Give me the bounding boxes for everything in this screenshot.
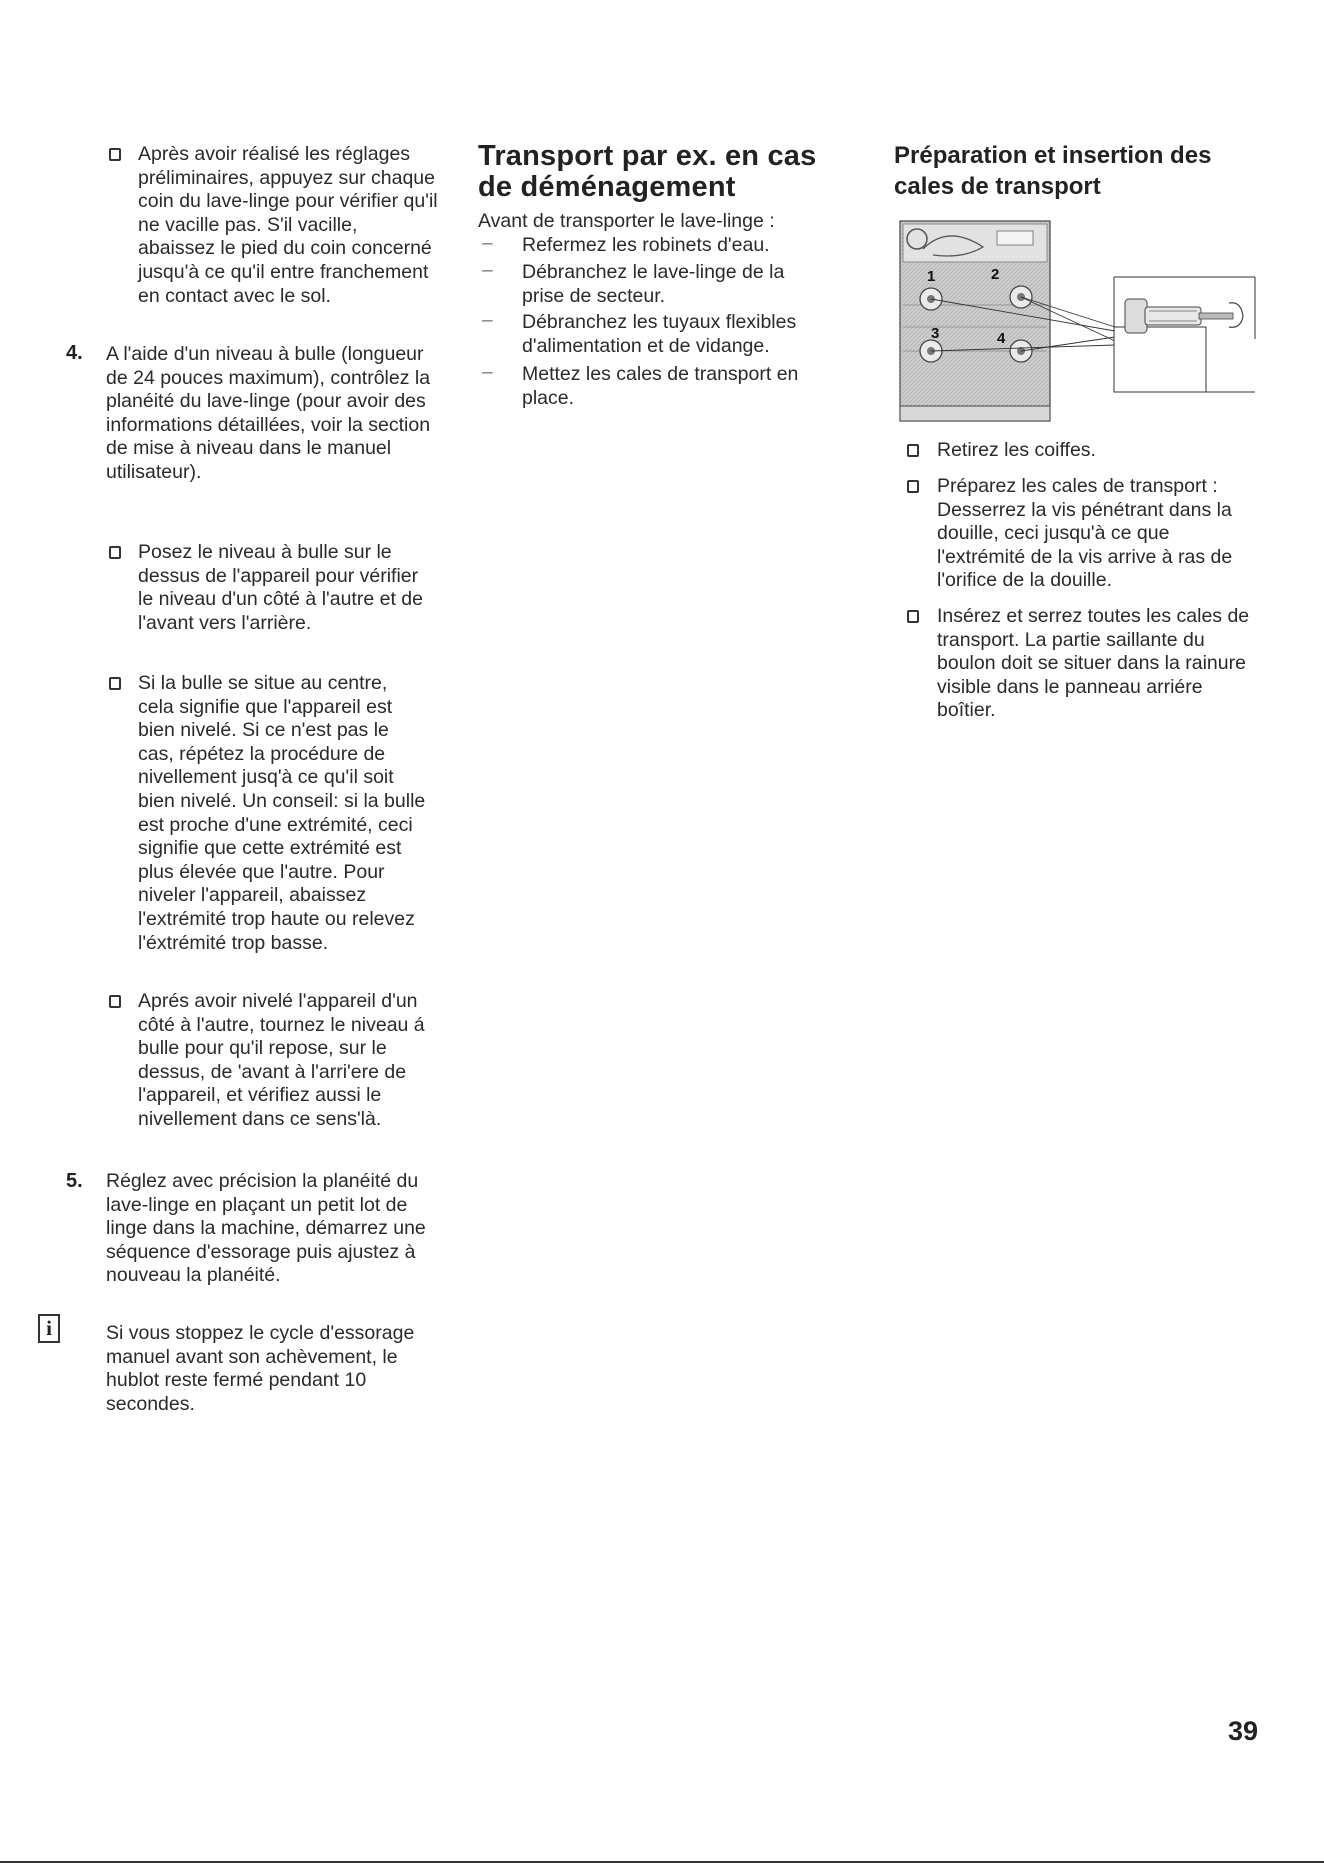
figure-label: 1 (927, 268, 936, 285)
list-item: Débranchez le lave-linge de la prise de secteur. (522, 261, 785, 307)
checklist-text: Retirez les coiffes. (937, 439, 1096, 461)
checklist-text: Si la bulle se situe au centre, cela signifie que l'appareil est bien nivelé. Si ce n'est pas le cas, répétez la procédure de nivellement jusq'à ce qu'il soit bien nivelé. Un conseil: si la bulle est proche d'une extrémité, ceci signifie que cette extrémité est plus élevée que l'autre. Pour niveler l'appareil, abaissez l'extrémité trop haute ou relevez l'éxtrémité trop basse. (138, 672, 426, 954)
dash-bullet: – (482, 362, 493, 383)
intro-text: Avant de transporter le lave-linge : (478, 210, 775, 232)
step-text: Réglez avec précision la planéité du lave-linge en plaçant un petit lot de linge dans la machine, démarrez une séquence d'essorage puis ajustez à nouveau la planéité. (106, 1170, 426, 1287)
checklist-text: Posez le niveau à bulle sur le dessus de l'appareil pour vérifier le niveau d'un côté à l'autre et de l'avant vers l'arrière. (138, 541, 423, 634)
transport-bolts-figure (893, 219, 1261, 424)
checkbox-icon (109, 148, 121, 161)
step-number: 4. (66, 342, 83, 364)
section-heading: Préparation et insertion des (894, 142, 1212, 169)
dash-bullet: – (482, 260, 493, 281)
dash-bullet: – (482, 233, 493, 254)
list-item: Mettez les cales de transport en place. (522, 363, 799, 409)
list-item: Refermez les robinets d'eau. (522, 234, 770, 256)
checkbox-icon (109, 546, 121, 559)
section-heading: de déménagement (478, 171, 736, 203)
checklist-text: Insérez et serrez toutes les cales de transport. La partie saillante du boulon doit se situer dans la rainure visible dans le panneau arriére boîtier. (937, 605, 1250, 722)
section-heading: Transport par ex. en cas (478, 140, 817, 172)
dash-bullet: – (482, 310, 493, 331)
checklist-text: Préparez les cales de transport : Desserrez la vis pénétrant dans la douille, ceci jusqu'à ce que l'extrémité de la vis arrive à ras de l'orifice de la douille. (937, 475, 1233, 592)
figure-label: 3 (931, 325, 940, 342)
checkbox-icon (907, 480, 919, 493)
checkbox-icon (907, 610, 919, 623)
checkbox-icon (109, 995, 121, 1008)
info-note: Si vous stoppez le cycle d'essorage manuel avant son achèvement, le hublot reste fermé pendant 10 secondes. (106, 1322, 415, 1415)
bottom-rule (0, 1861, 1324, 1863)
checkbox-icon (109, 677, 121, 690)
step-number: 5. (66, 1170, 83, 1192)
info-icon: i (38, 1314, 60, 1343)
checklist-text: Aprés avoir nivelé l'appareil d'un côté à l'autre, tournez le niveau á bulle pour qu'il repose, sur le dessus, de 'avant à l'arri'ere de l'appareil, et vérifiez aussi le nivellement dans ce sens'là. (138, 990, 425, 1130)
checklist-text: Après avoir réalisé les réglages préliminaires, appuyez sur chaque coin du lave-linge pour vérifier qu'il ne vacille pas. S'il vacille, abaissez le pied du coin concerné jusqu'à ce qu'il entre franchement en contact avec le sol. (138, 143, 438, 307)
section-heading: cales de transport (894, 173, 1101, 200)
figure-label: 2 (991, 266, 1000, 283)
checkbox-icon (907, 444, 919, 457)
step-text: A l'aide d'un niveau à bulle (longueur de 24 pouces maximum), contrôlez la planéité du lave-linge (pour avoir des informations détaillées, voir la section de mise à niveau dans le manuel utilisateur). (106, 343, 431, 483)
figure-label: 4 (997, 330, 1006, 347)
page-number: 39 (1228, 1716, 1259, 1746)
list-item: Débranchez les tuyaux flexibles d'alimentation et de vidange. (522, 311, 797, 357)
